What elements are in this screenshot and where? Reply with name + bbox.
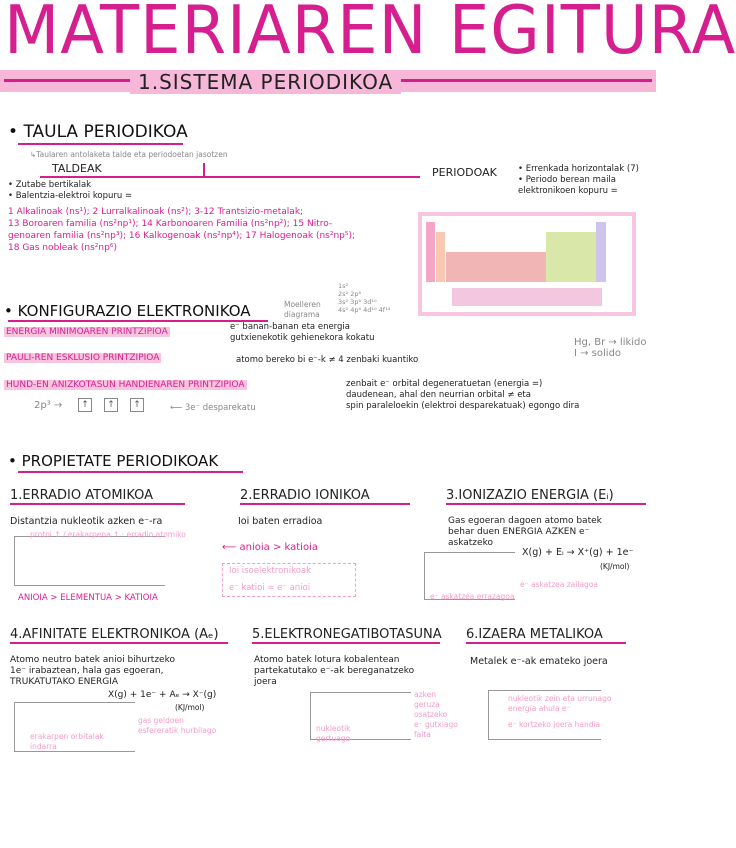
prop-3-note-1: e⁻ askatzea zailagoa — [520, 580, 598, 589]
taldeak-groups: 1 Alkalinoak (ns¹); 2 Lurralkalinoak (ns²); 3-12 Trantsizio-metalak; 13 Boroaren familia (ns²np¹); 14 Karbonoaren Familia (ns²np²); 15 Nitro- genoaren familia (ns²np³); 16 Kalkogenoak (ns²np⁴); 17 Halogenoak (ns²np⁵); 18 Gas nobleak (ns²np⁶) — [8, 207, 356, 253]
moeller-label: Moelleren diagrama — [284, 300, 321, 319]
pt-transition — [446, 252, 546, 282]
subtitle: 1.SISTEMA PERIODIKOA — [130, 70, 401, 94]
principle-pauli: PAULI-REN ESKLUSIO PRINTZIPIOA — [6, 353, 160, 363]
prop-6-title: 6.IZAERA METALIKOA — [466, 627, 603, 642]
prop-5-note-2: nukleotik gertuago — [316, 724, 351, 743]
orbital-box-1: ↑ — [78, 398, 92, 412]
prop-4-title: 4.AFINITATE ELEKTRONIKOA (Aₑ) — [10, 627, 219, 642]
prop-6-notes: nukleotik zein eta urrunago energia ahula e⁻ e⁻ kortzeko joera handia — [508, 694, 612, 729]
periodoak-notes: • Errenkada horizontalak (7) • Periodo berean maila elektronikoen kopuru = — [518, 164, 639, 196]
taula-underline — [18, 143, 183, 145]
prop-1-underline — [10, 503, 185, 505]
prop-1-desc: Distantzia nukleotik azken e⁻-ra — [10, 516, 163, 527]
prop-4-unit: (KJ/mol) — [175, 703, 205, 712]
pt-noble — [596, 222, 606, 282]
prop-2-desc: Ioi baten erradioa — [238, 516, 323, 527]
side-notes: Hg, Br → likido I → solido — [574, 337, 647, 359]
prop-underline — [18, 471, 243, 473]
prop-5-desc: Atomo batek lotura kobalentean partekatutako e⁻-ak bereganatzeko joera — [254, 655, 415, 687]
orbital-box-2: ↑ — [104, 398, 118, 412]
periodic-table — [422, 216, 632, 312]
prop-3-eq: X(g) + Eᵢ → X⁺(g) + 1e⁻ — [522, 547, 634, 558]
prop-3-unit: (KJ/mol) — [600, 562, 630, 571]
prop-5-title: 5.ELEKTRONEGATIBOTASUNA — [252, 627, 442, 642]
periodoak-label: PERIODOAK — [432, 166, 497, 179]
prop-2-isoel: Ioi isoelektronikoak e⁻ katioi = e⁻ anioi — [222, 563, 356, 597]
prop-2-relation: ⟵ anioia > katioia — [222, 542, 318, 553]
taldeak-notes: • Zutabe bertikalak • Balentzia-elektroi kopuru = — [8, 180, 133, 201]
principle-energia-desc: e⁻ banan-banan eta energia gutxienekotik gehienekora kokatu — [230, 322, 375, 343]
pt-group-alkaline — [436, 232, 445, 282]
taldeak-label: TALDEAK — [52, 162, 102, 175]
connector — [203, 163, 205, 176]
taula-intro: ↳Taularen antolaketa talde eta periodoetan jasotzen — [30, 150, 228, 159]
prop-3-title: 3.IONIZAZIO ENERGIA (Eᵢ) — [446, 488, 614, 503]
prop-4-underline — [10, 642, 228, 644]
principle-hund: HUND-EN ANIZKOTASUN HANDIENAREN PRINTZIPIOA — [6, 380, 245, 390]
principle-energia: ENERGIA MINIMOAREN PRINTZIPIOA — [6, 327, 168, 337]
orbital-box-3: ↑ — [130, 398, 144, 412]
pt-group-alkali — [426, 222, 435, 282]
prop-4-note-2: erakarpen orbitalak indarra — [30, 732, 104, 751]
prop-3-underline — [446, 503, 646, 505]
prop-5-underline — [252, 642, 440, 644]
pt-f-block — [452, 288, 602, 306]
pt-p-block — [546, 232, 596, 282]
principle-hund-desc: zenbait e⁻ orbital degeneratuetan (energia =) daudenean, ahal den neurrian orbital ≠ eta spin paraleloekin (elektroi desparekatuak) egongo dira — [346, 379, 580, 411]
moeller-diagram: 1s² 2s² 2p⁶ 3s² 3p⁶ 3d¹⁰ 4s² 4p⁶ 4d¹⁰ 4f¹⁴ — [338, 282, 391, 314]
prop-heading: • PROPIETATE PERIODIKOAK — [8, 452, 219, 470]
prop-6-underline — [466, 642, 626, 644]
principle-pauli-desc: atomo bereko bi e⁻-k ≠ 4 zenbaki kuantiko — [236, 355, 419, 365]
prop-1-notes: protoi ↑ / erakarpena ↑ · erradio atomiko — [30, 530, 186, 539]
taula-heading: • TAULA PERIODIKOA — [8, 122, 188, 142]
konfig-underline — [8, 320, 268, 322]
page-title: MATERIAREN EGITURA — [4, 0, 736, 70]
prop-3-desc: Gas egoeran dagoen atomo batek behar duen ENERGIA AZKEN e⁻ askatzeko — [448, 516, 602, 548]
prop-2-underline — [240, 503, 410, 505]
prop-1-footer: ANIOIA > ELEMENTUA > KATIOIA — [18, 593, 158, 603]
prop-4-note-1: gas geldoen esfereratik hurbilago — [138, 716, 217, 735]
prop-3-note-2: e⁻ askatzea errazagoa — [430, 592, 515, 601]
orbital-boxes — [78, 398, 144, 412]
prop-1-diagram — [14, 536, 165, 586]
taldeak-periodoak-line — [40, 176, 420, 178]
hund-example-note: ⟵ 3e⁻ desparekatu — [170, 403, 256, 413]
prop-2-title: 2.ERRADIO IONIKOA — [240, 488, 370, 503]
periodic-table-image — [418, 212, 636, 316]
konfig-heading: • KONFIGURAZIO ELEKTRONIKOA — [4, 302, 251, 320]
prop-5-note-1: azken geruza osatzeko e⁻ gutxiago falta — [414, 690, 458, 739]
hund-example: 2p³ → — [34, 400, 63, 411]
prop-4-eq: X(g) + 1e⁻ + Aₑ → X⁻(g) — [108, 690, 217, 700]
prop-1-title: 1.ERRADIO ATOMIKOA — [10, 488, 154, 503]
prop-6-desc: Metalek e⁻-ak emateko joera — [470, 656, 608, 667]
prop-4-desc: Atomo neutro batek anioi bihurtzeko 1e⁻ irabaztean, hala gas egoeran, TRUKATUTAKO ENERGIA — [10, 655, 175, 687]
